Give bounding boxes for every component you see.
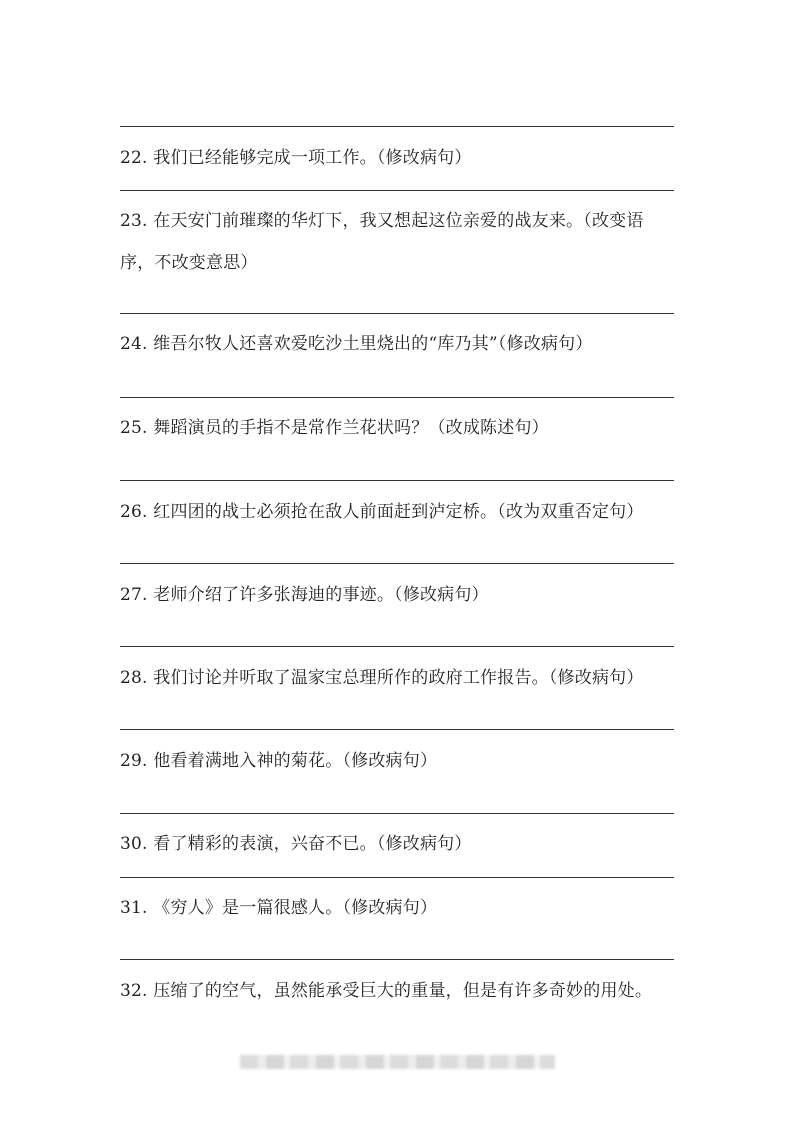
question-24: 24. 维吾尔牧人还喜欢爱吃沙土里烧出的“库乃其”（修改病句）	[120, 334, 593, 354]
answer-line	[120, 563, 674, 564]
answer-line	[120, 190, 674, 191]
blurred-footer-watermark	[240, 1055, 555, 1069]
answer-line	[120, 480, 674, 481]
answer-line	[120, 313, 674, 314]
question-26: 26. 红四团的战士必须抢在敌人前面赶到泸定桥。（改为双重否定句）	[120, 502, 644, 522]
question-25: 25. 舞蹈演员的手指不是常作兰花状吗？（改成陈述句）	[120, 418, 549, 438]
question-29: 29. 他看着满地入神的菊花。（修改病句）	[120, 751, 438, 771]
question-32: 32. 压缩了的空气，虽然能承受巨大的重量，但是有许多奇妙的用处。	[120, 981, 653, 1001]
question-31: 31. 《穷人》是一篇很感人。（修改病句）	[120, 898, 438, 918]
answer-line	[120, 813, 674, 814]
answer-line	[120, 126, 674, 127]
answer-line	[120, 877, 674, 878]
question-23-line-1: 23. 在天安门前璀璨的华灯下，我又想起这位亲爱的战友来。（改变语	[120, 211, 644, 231]
answer-line	[120, 397, 674, 398]
question-23-line-2: 序，不改变意思）	[120, 253, 258, 273]
question-28: 28. 我们讨论并听取了温家宝总理所作的政府工作报告。（修改病句）	[120, 668, 644, 688]
question-27: 27. 老师介绍了许多张海迪的事迹。（修改病句）	[120, 585, 489, 605]
answer-line	[120, 729, 674, 730]
answer-line	[120, 646, 674, 647]
question-30: 30. 看了精彩的表演，兴奋不已。（修改病句）	[120, 834, 472, 854]
question-22: 22. 我们已经能够完成一项工作。（修改病句）	[120, 148, 472, 168]
answer-line	[120, 959, 674, 960]
